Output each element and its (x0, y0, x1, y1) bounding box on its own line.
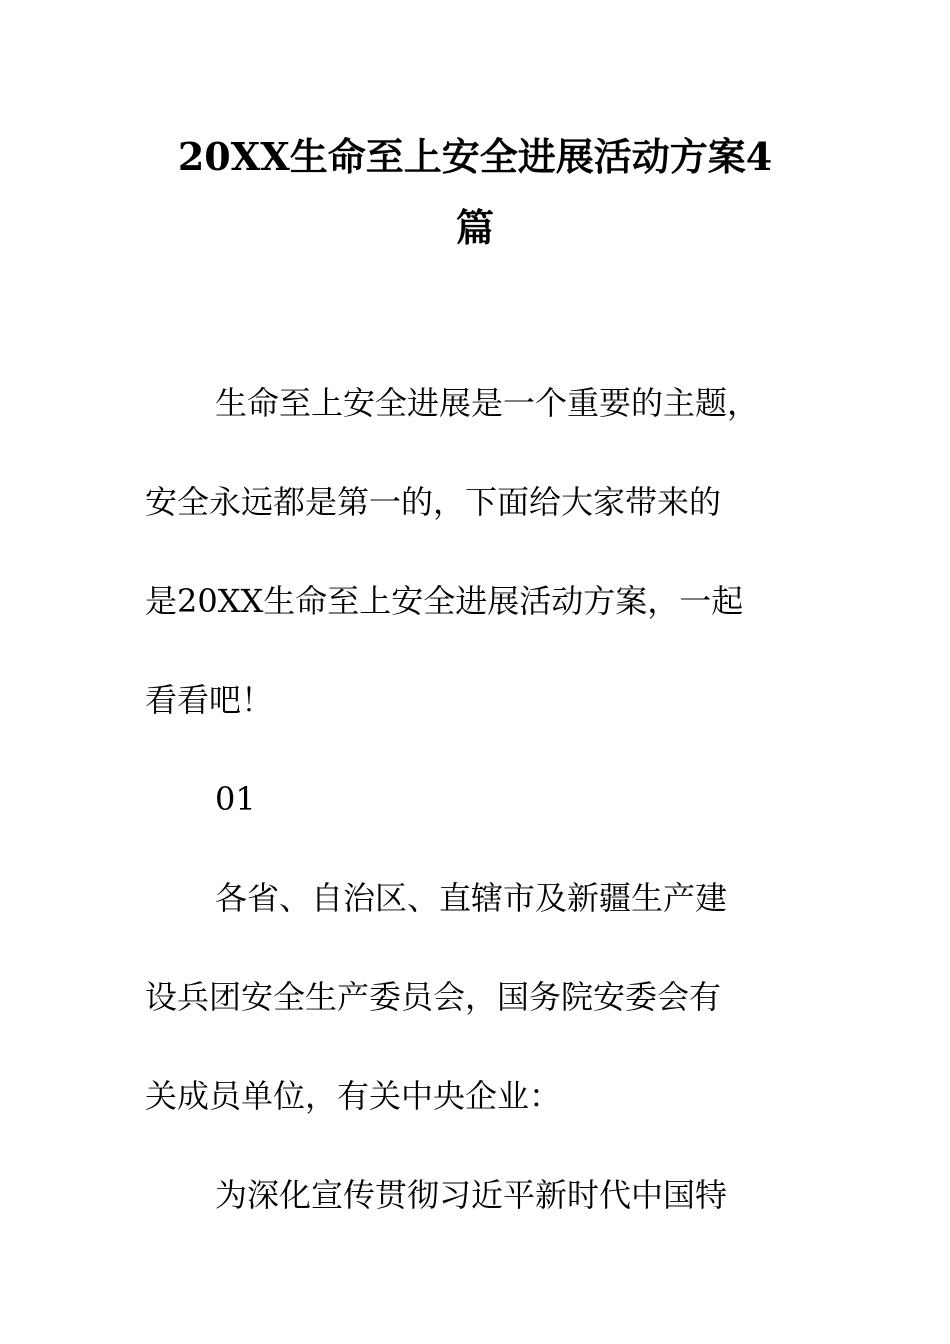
paragraph-line: 安全永远都是第一的，下面给大家带来的 (145, 483, 722, 521)
paragraph-line: 各省、自治区、直辖市及新疆生产建 (215, 879, 728, 917)
paragraph-line: 关成员单位，有关中央企业： (145, 1077, 562, 1115)
document-title-line-1: 20XX生命至上安全进展活动方案4 (177, 134, 773, 179)
paragraph-line: 看看吧！ (145, 681, 274, 719)
paragraph-line: 设兵团安全生产委员会，国务院安委会有 (145, 978, 722, 1016)
section-number: 01 (215, 780, 256, 818)
paragraph-line: 为深化宣传贯彻习近平新时代中国特 (215, 1176, 728, 1214)
paragraph-line: 是20XX生命至上安全进展活动方案，一起 (145, 582, 744, 620)
document-title-line-2: 篇 (455, 205, 494, 250)
paragraph-line: 生命至上安全进展是一个重要的主题， (215, 384, 760, 422)
